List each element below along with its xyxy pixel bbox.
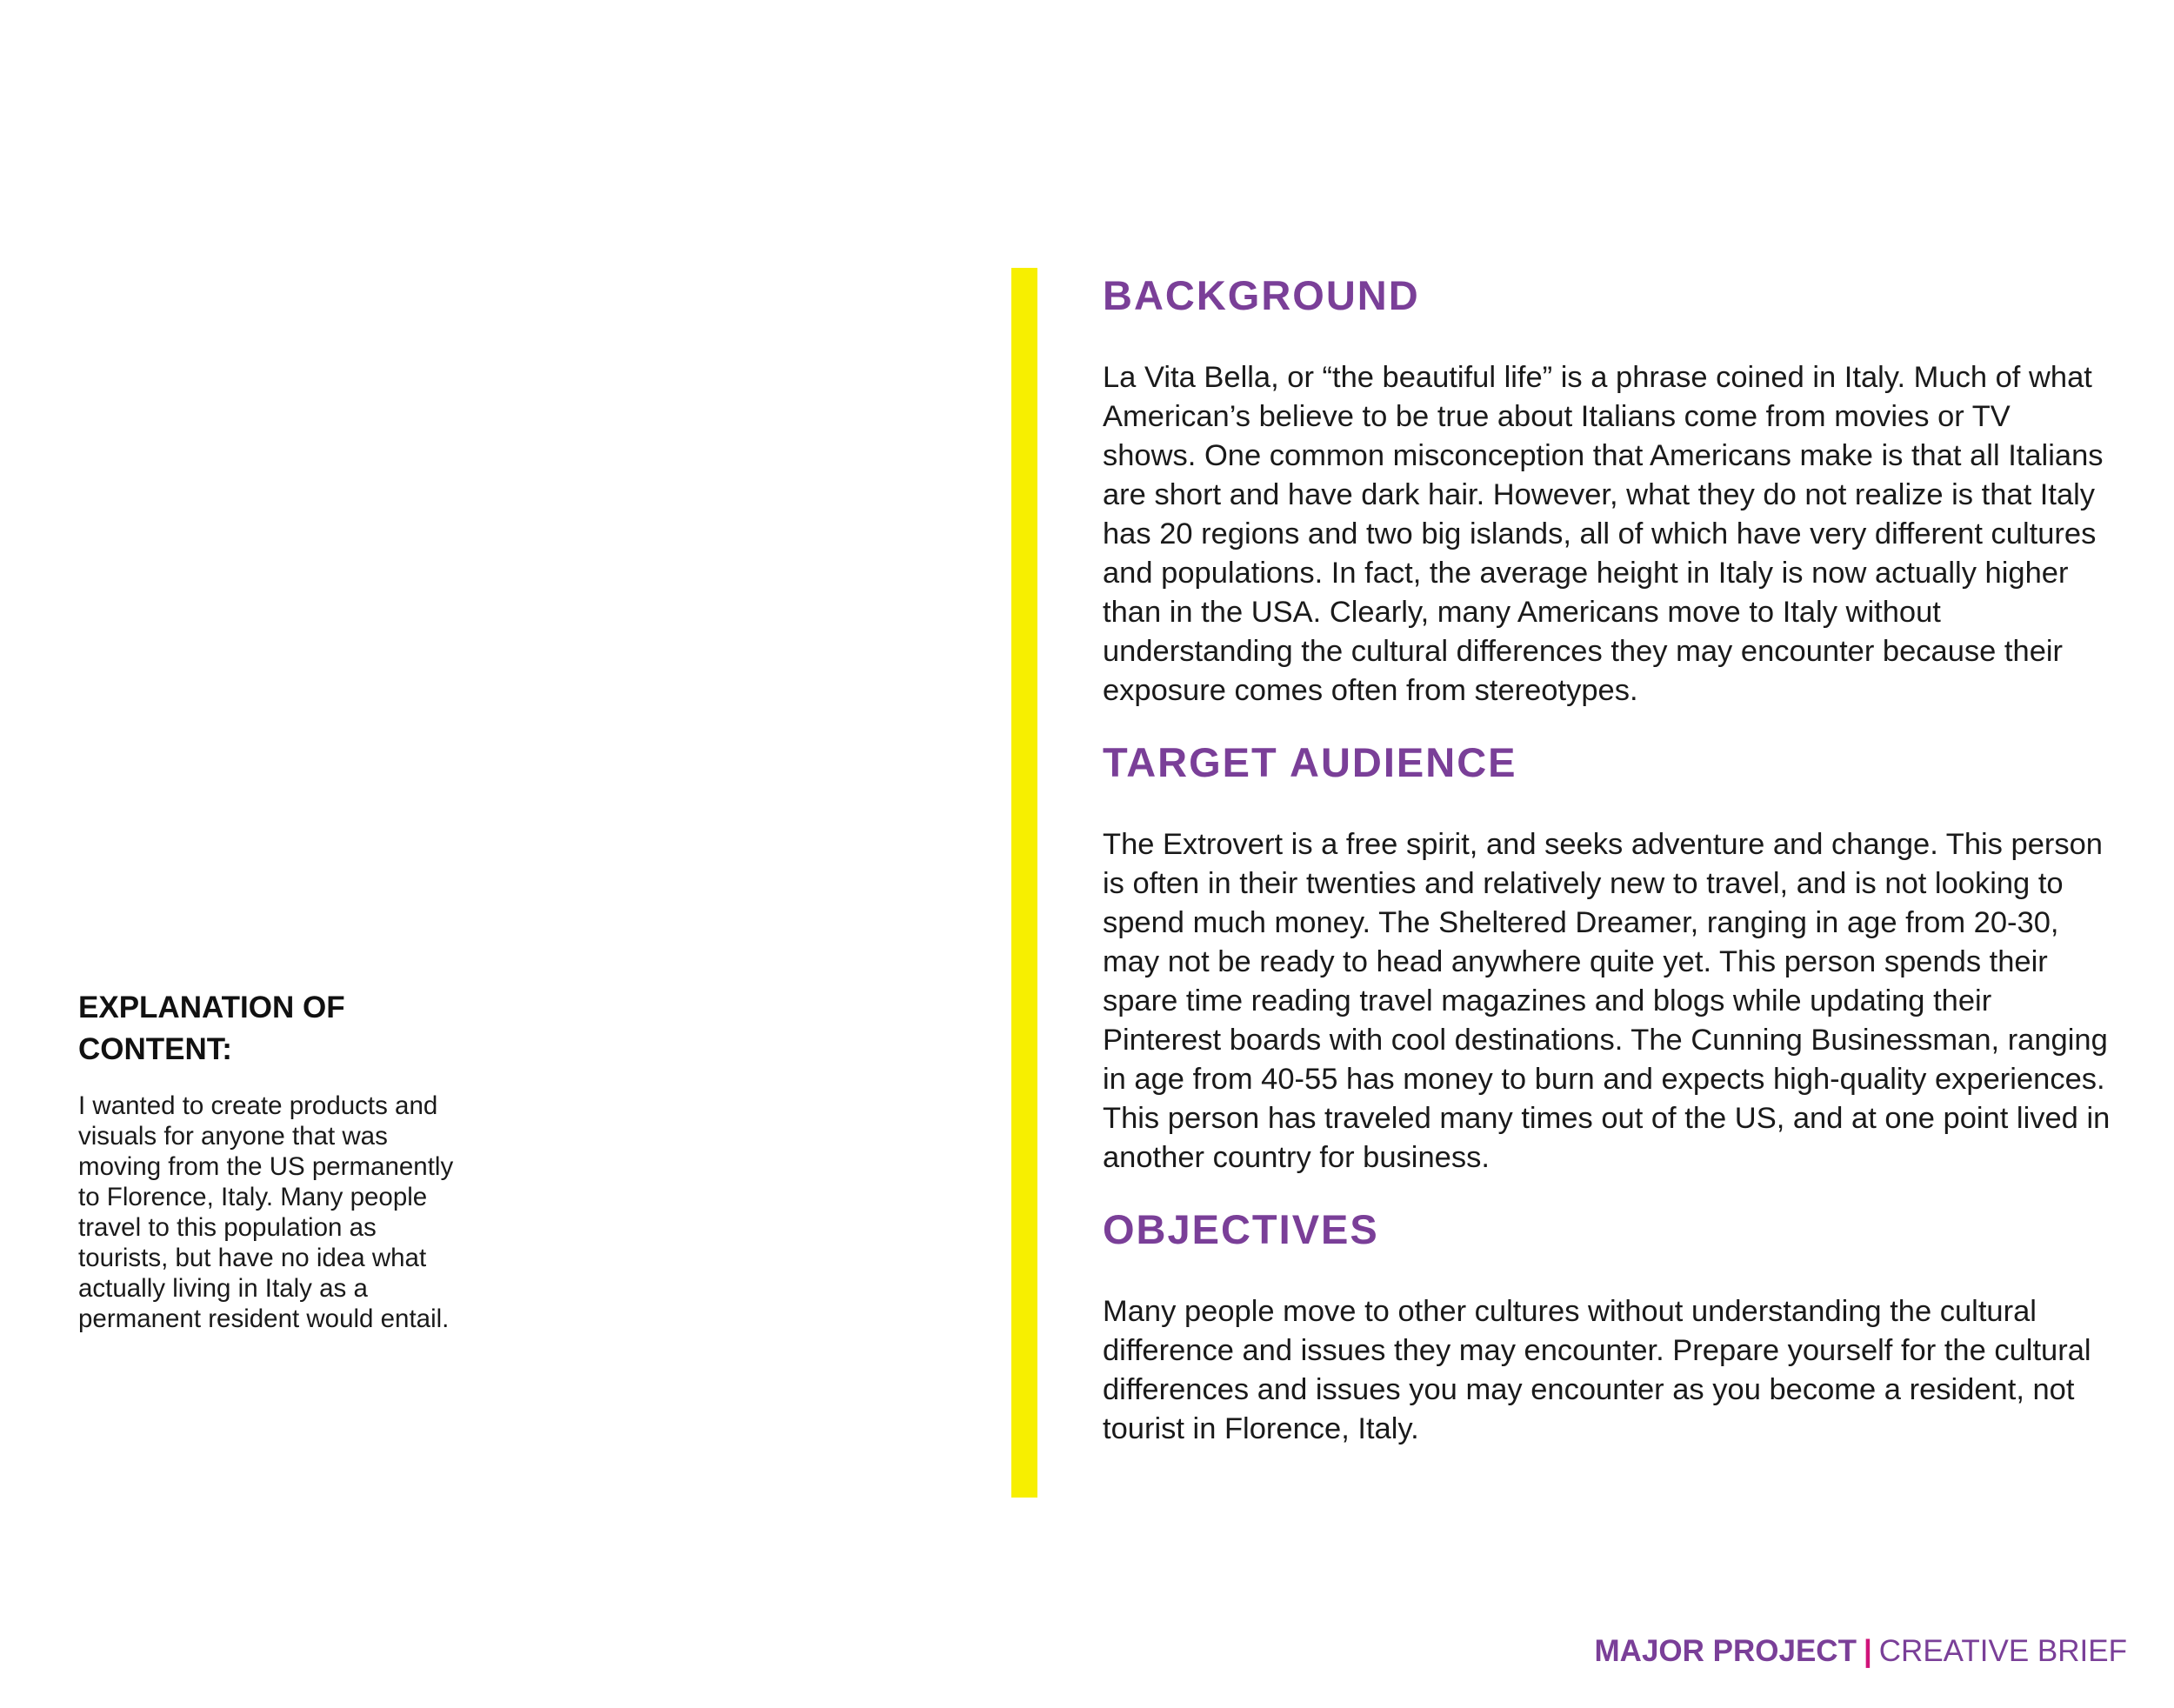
explanation-body: I wanted to create products and visuals for anyone that was moving from the US permanently to Florence, Italy. Many people travel to this population as tourists, but have no idea what actually living in Italy as a permanent resident would entail. — [78, 1091, 454, 1333]
target-audience-heading: TARGET AUDIENCE — [1103, 739, 1517, 785]
footer-subtitle: CREATIVE BRIEF — [1878, 1634, 2127, 1668]
explanation-sidebar — [78, 987, 461, 1334]
footer-separator: | — [1863, 1634, 1872, 1668]
footer-project-label: MAJOR PROJECT — [1594, 1634, 1857, 1668]
target-audience-section — [1103, 737, 2111, 1178]
background-body: La Vita Bella, or “the beautiful life” is a phrase coined in Italy. Much of what American’s believe to be true about Italians come from movies or TV shows. One common misconception that Americans make is that all Italians are short and have dark hair. However, what they do not realize is that Italy has 20 regions and two big islands, all of which have very different cultures and populations. In fact, the average height in Italy is now actually higher than in the USA. Clearly, many Americans move to Italy without understanding the cultural differences they may encounter because their exposure comes often from stereotypes. — [1103, 361, 2104, 707]
objectives-section — [1103, 1204, 2111, 1449]
explanation-heading: EXPLANATION OF CONTENT: — [78, 991, 345, 1066]
page-footer — [1595, 1632, 2127, 1671]
background-section — [1103, 270, 2111, 711]
objectives-heading: OBJECTIVES — [1103, 1206, 1379, 1252]
target-audience-body: The Extrovert is a free spirit, and seeks adventure and change. This person is often in their twenties and relatively new to travel, and is not looking to spend much money. The Sheltered Dreamer, ranging in age from 20-30, may not be ready to head anywhere quite yet. This person spends their spare time reading travel magazines and blogs while updating their Pinterest boards with cool destinations. The Cunning Businessman, ranging in age from 40-55 has money to burn and expects high-quality experiences. This person has traveled many times out of the US, and at one point lived in another country for business. — [1103, 828, 2111, 1174]
objectives-body: Many people move to other cultures without understanding the cultural difference and issues they may encounter. Prepare yourself for the cultural differences and issues you may encounter as you become a resident, not tourist in Florence, Italy. — [1103, 1295, 2091, 1445]
creative-brief-content — [1103, 270, 2111, 1449]
accent-divider-bar — [1011, 268, 1037, 1498]
background-heading: BACKGROUND — [1103, 272, 1420, 318]
